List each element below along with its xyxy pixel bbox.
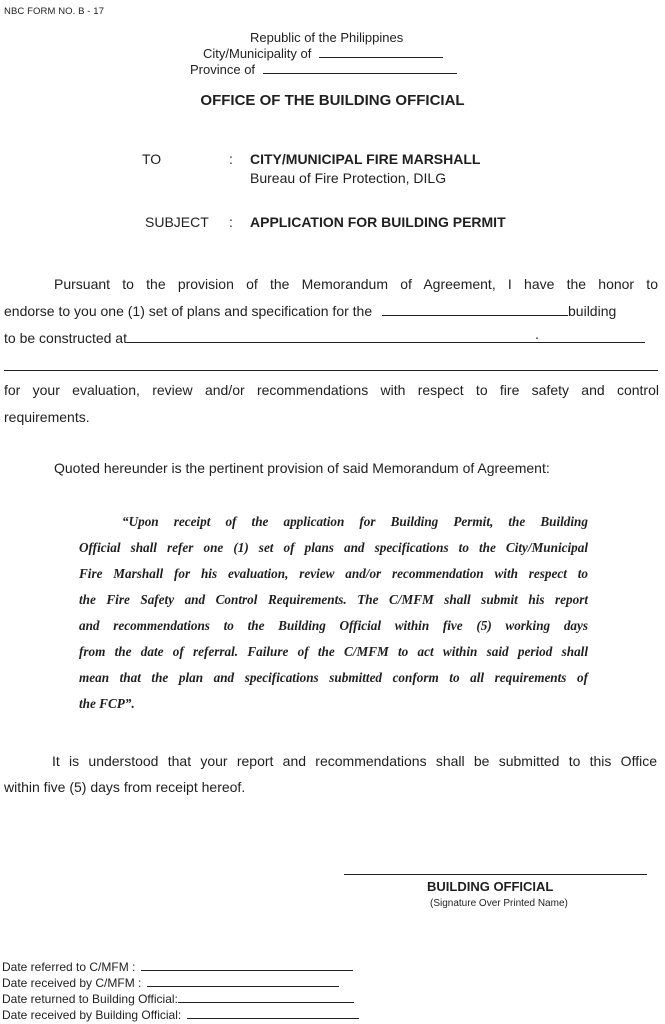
quote-line: Fire Marshall for his evaluation, review and/or recommendation with respect to bbox=[79, 566, 588, 581]
city-label: City/Municipality of bbox=[203, 46, 312, 61]
date-returned-blank[interactable] bbox=[178, 1002, 354, 1003]
building-type-label: endorse to you one (1) set of plans and specification for the bbox=[4, 303, 373, 319]
signature-title: BUILDING OFFICIAL bbox=[427, 879, 554, 894]
paragraph3-line2: within five (5) days from receipt hereof. bbox=[4, 779, 246, 795]
province-label: Province of bbox=[190, 62, 256, 77]
paragraph2: Quoted hereunder is the pertinent provision of said Memorandum of Agreement: bbox=[54, 460, 550, 476]
city-blank[interactable] bbox=[319, 57, 443, 58]
quote-line: the FCP”. bbox=[79, 696, 135, 711]
subject-text: APPLICATION FOR BUILDING PERMIT bbox=[250, 214, 506, 230]
quote-line: from the date of referral. Failure of the C/MFM to act within said period shall bbox=[79, 644, 588, 659]
date-received-bo-label: Date received by Building Official: bbox=[2, 1008, 182, 1022]
date-row-referred bbox=[2, 960, 353, 974]
paragraph1-line5: requirements. bbox=[4, 409, 90, 425]
to-label: TO bbox=[142, 151, 162, 167]
building-type-blank[interactable] bbox=[382, 315, 568, 316]
location-blank-continued[interactable] bbox=[4, 370, 658, 371]
date-referred-label: Date referred to C/MFM : bbox=[2, 960, 136, 974]
to-recipient: CITY/MUNICIPAL FIRE MARSHALL bbox=[250, 151, 481, 167]
building-word: building bbox=[568, 303, 617, 319]
office-title: OFFICE OF THE BUILDING OFFICIAL bbox=[200, 92, 465, 109]
paragraph3-line1: It is understood that your report and recommendations shall be submitted to this Office bbox=[52, 753, 657, 769]
province-row bbox=[190, 62, 457, 77]
form-number: NBC FORM NO. B - 17 bbox=[4, 6, 105, 17]
paragraph1-line4: for your evaluation, review and/or recommendations with respect to fire safety and control bbox=[4, 382, 659, 398]
quote-line: mean that the plan and specifications submitted conform to all requirements of bbox=[79, 670, 588, 685]
date-returned-label: Date returned to Building Official: bbox=[2, 992, 178, 1006]
city-row bbox=[203, 46, 443, 61]
signature-line[interactable] bbox=[344, 874, 647, 875]
date-row-received-bo bbox=[2, 1008, 359, 1022]
subject-label: SUBJECT bbox=[145, 214, 209, 230]
date-received-cmfm-label: Date received by C/MFM : bbox=[2, 976, 142, 990]
to-organization: Bureau of Fire Protection, DILG bbox=[250, 170, 447, 186]
date-row-received-cmfm bbox=[2, 976, 339, 990]
province-blank[interactable] bbox=[263, 73, 457, 74]
paragraph1-line2 bbox=[4, 303, 616, 319]
date-received-bo-blank[interactable] bbox=[187, 1018, 359, 1019]
quote-line: and recommendations to the Building Official within five (5) working days bbox=[79, 618, 588, 633]
date-received-cmfm-blank[interactable] bbox=[147, 986, 339, 987]
quote-line: “Upon receipt of the application for Building Permit, the Building bbox=[122, 514, 588, 529]
subject-colon: : bbox=[229, 214, 233, 230]
location-dot: . bbox=[534, 326, 539, 342]
date-referred-blank[interactable] bbox=[141, 970, 353, 971]
signature-caption: (Signature Over Printed Name) bbox=[430, 898, 568, 909]
republic-text: Republic of the Philippines bbox=[250, 30, 404, 45]
location-label: to be constructed at bbox=[4, 330, 127, 346]
quote-line: the Fire Safety and Control Requirements. The C/MFM shall submit his report bbox=[79, 592, 588, 607]
to-colon: : bbox=[229, 151, 233, 167]
quote-line: Official shall refer one (1) set of plans and specifications to the City/Municipal bbox=[79, 540, 588, 555]
paragraph1-line3 bbox=[4, 326, 645, 346]
location-blank[interactable] bbox=[127, 326, 645, 343]
date-row-returned bbox=[2, 992, 354, 1006]
paragraph1-line1: Pursuant to the provision of the Memorandum of Agreement, I have the honor to bbox=[54, 276, 658, 292]
